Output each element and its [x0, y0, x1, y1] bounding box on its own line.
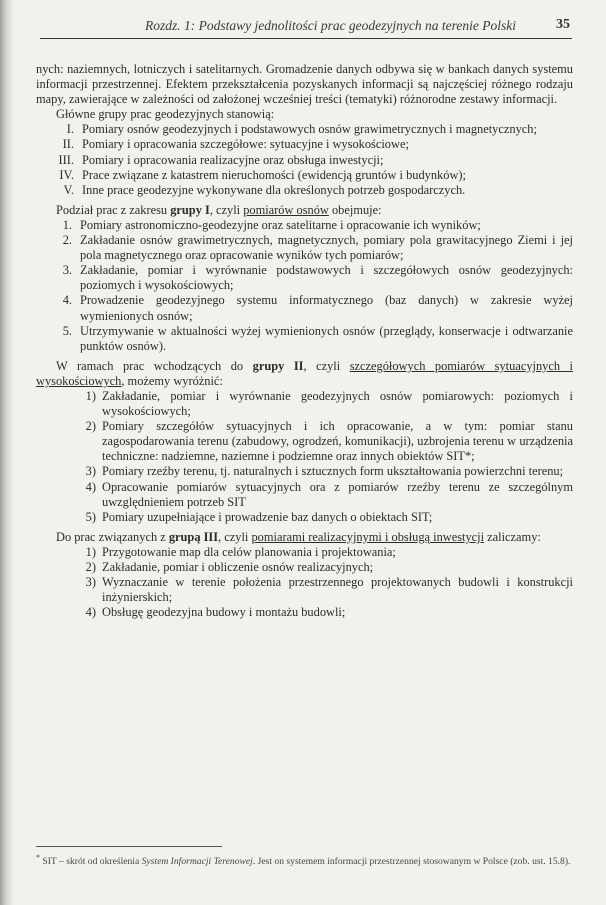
list-item: 5) Pomiary uzupełniające i prowadzenie baz danych o obiektach SIT;: [85, 509, 433, 524]
page-number: 35: [556, 17, 570, 32]
list-item: 4) Opracowanie pomiarów sytuacyjnych ora z pomiarów rzeźby terenu ze szczególnym uwzględnieniem potrzeb SIT: [85, 479, 573, 509]
list-item: 1) Zakładanie, pomiar i wyrównanie geodezyjnych osnów pomiarowych: poziomych i wysokościowych;: [85, 388, 573, 419]
page-body: [36, 62, 573, 620]
list-item: III. Pomiary i opracowania realizacyjne oraz obsługa inwestycji;: [58, 152, 384, 167]
footnote: * SIT – skrót od określenia System Informacji Terenowej. Jest on systemem informacji przestrzennej stosowanym w Polsce (zob. ust. 15.8).: [36, 853, 571, 868]
group1-list: [36, 218, 573, 354]
list-item: 1. Pomiary astronomiczno-geodezyjne oraz satelitarne i opracowanie ich wyników;: [62, 217, 481, 232]
list-item: IV. Prace związane z katastrem nieruchomości (ewidencją gruntów i budynków);: [59, 167, 466, 182]
group2-intro: W ramach prac wchodzących do grupy II, czyli szczegółowych pomiarów sytuacyjnych i wysokościowych, możemy wyróżnić:: [36, 358, 573, 388]
list-item: 1) Przygotowanie map dla celów planowania i projektowania;: [85, 544, 396, 559]
intro-paragraph: nych: naziemnych, lotniczych i satelitarnych. Gromadzenie danych odbywa się w bankach danych systemu informacji przestrzennej. Efektem przekształcenia pozyskanych informacji są najczęściej różnego rodzaju mapy, zawierające w zależności od założonej wcześniej treści (tematyki) różnorodne zestawy informacji.: [36, 62, 573, 107]
list-item: 3) Wyznaczanie w terenie położenia przestrzennego projektowanych budowli i konstrukcji inżynierskich;: [85, 575, 573, 605]
groups-lead: Główne grupy prac geodezyjnych stanowią:: [56, 107, 275, 122]
list-item: 3) Pomiary rzeźby terenu, tj. naturalnych i sztucznych form ukształtowania powierzchni terenu;: [85, 464, 564, 479]
group2-list: [36, 389, 573, 525]
page-edge-shadow: [0, 0, 14, 905]
list-item: 2) Zakładanie, pomiar i obliczenie osnów realizacyjnych;: [85, 560, 374, 574]
list-item: 3. Zakładanie, pomiar i wyrównanie podstawowych i szczegółowych osnów geodezyjnych: poziomych i wysokościowych;: [62, 263, 573, 293]
list-item: 4. Prowadzenie geodezyjnego systemu informatycznego (baz danych) w zakresie wyżej wymienionych osnów;: [62, 293, 573, 323]
main-groups-list: [36, 122, 573, 197]
group3-intro: Do prac związanych z grupą III, czyli pomiarami realizacyjnymi i obsługą inwestycji zaliczamy:: [56, 529, 541, 544]
group3-list: [36, 545, 573, 620]
list-item: 2) Pomiary szczegółów sytuacyjnych i ich opracowanie, a w tym: pomiar stanu zagospodarowania terenu (zabudowy, ogrodzeń, komunikacji), uzbrojenia terenu w urządzenia techniczne: nadziemne, naziemne i podziemne oraz innych obiektów SIT*;: [85, 419, 573, 464]
list-item: I. Pomiary osnów geodezyjnych i podstawowych osnów grawimetrycznych i magnetycznych;: [66, 122, 537, 137]
list-item: II. Pomiary i opracowania szczegółowe: sytuacyjne i wysokościowe;: [62, 137, 409, 152]
list-item: 5. Utrzymywanie w aktualności wyżej wymienionych osnów (przeglądy, konserwacje i odtwarzanie punktów osnów).: [62, 323, 573, 353]
running-title: Rozdz. 1: Podstawy jednolitości prac geodezyjnych na terenie Polski: [144, 18, 516, 33]
list-item: V. Inne prace geodezyjne wykonywane dla określonych potrzeb gospodarczych.: [63, 182, 466, 197]
running-header: [40, 12, 572, 39]
group1-intro: Podział prac z zakresu grupy I, czyli pomiarów osnów obejmuje:: [56, 202, 382, 217]
footnote-divider: [36, 846, 222, 847]
list-item: 2. Zakładanie osnów grawimetrycznych, magnetycznych, pomiary pola grawitacyjnego Ziemi i jej pola magnetycznego oraz opracowanie wyników tych pomiarów;: [62, 233, 573, 263]
footnote-marker: *: [36, 853, 40, 862]
list-item: 4) Obsługę geodezyjna budowy i montażu budowli;: [85, 605, 346, 620]
